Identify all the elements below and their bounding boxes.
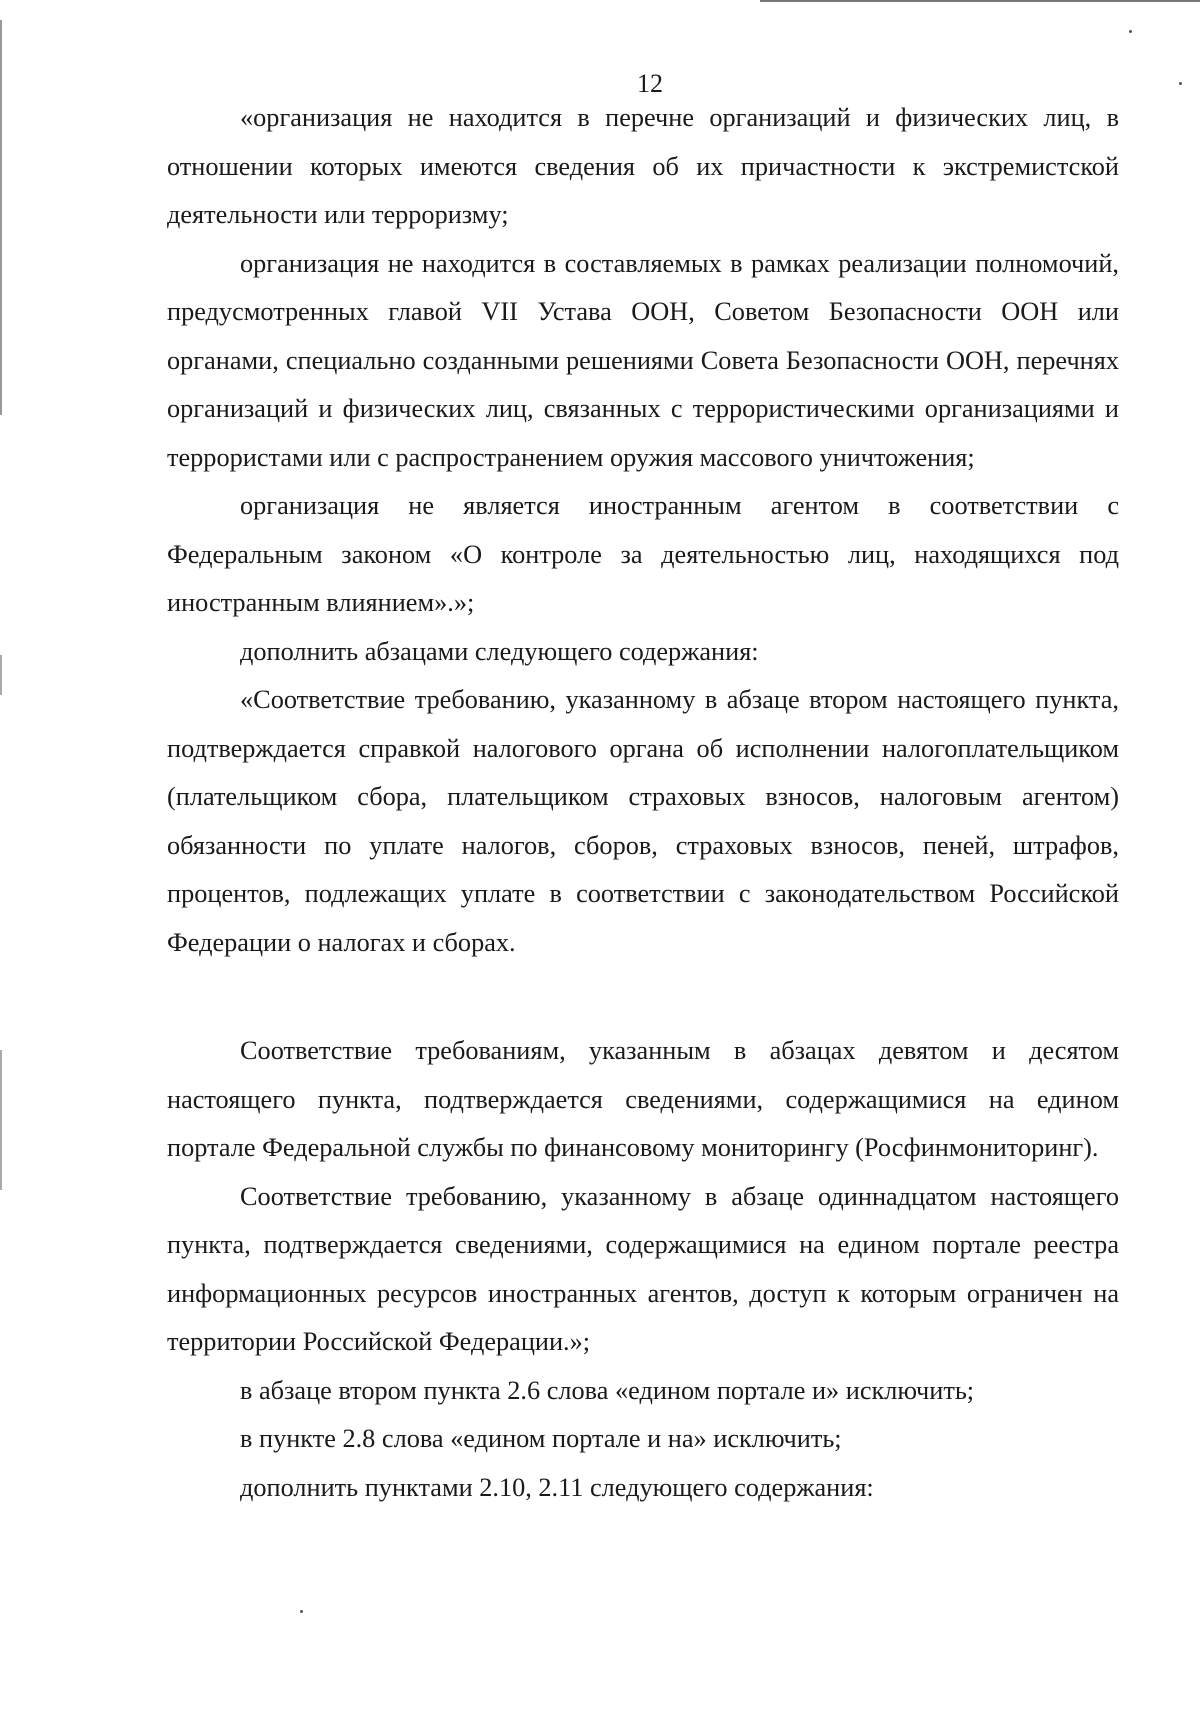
paragraph-5: «Соответствие требованию, указанному в абзаце втором настоящего пункта, подтверждается справкой налогового органа об исполнении налогоплательщиком (плательщиком сбора, плательщиком страховых взносов, налоговым агентом) обязанности по уплате налогов, сборов, страховых взносов, пеней, штрафов, процентов, подлежащих уплате в соответствии с законодательством Российской Федерации о налогах и сборах. — [167, 685, 1119, 957]
scan-mark — [0, 655, 2, 695]
paragraph-4: дополнить абзацами следующего содержания: — [240, 636, 759, 666]
paragraph-9: в пункте 2.8 слова «едином портале и на» исключить; — [240, 1424, 842, 1453]
paragraph-10: дополнить пунктами 2.10, 2.11 следующего содержания: — [240, 1472, 874, 1502]
scan-mark — [0, 1050, 2, 1190]
paragraph-8: в абзаце втором пункта 2.6 слова «едином портале и» исключить; — [240, 1375, 975, 1405]
paragraph-1: «организация не находится в перечне организаций и физических лиц, в отношении которых имеются сведения об их причастности к экстремистской деятельности или терроризму; — [167, 103, 1119, 229]
paragraph-2: организация не находится в составляемых в рамках реализации полномочий, предусмотренных главой VII Устава ООН, Советом Безопасности ООН или органами, специально созданными решениями Совета Безопасности ООН, перечнях организаций и физических лиц, связанных с террористическими организациями и террористами или с распространением оружия массового уничтожения; — [167, 248, 1119, 472]
scan-speck — [300, 1610, 303, 1613]
paragraph-6: Соответствие требованиям, указанным в абзацах девятом и десятом настоящего пункта, подтверждается сведениями, содержащимися на едином портале Федеральной службы по финансовому мониторингу (Росфинмониторинг). — [167, 1036, 1119, 1162]
page-number: 12 — [637, 69, 663, 98]
paragraph-3: организация не является иностранным агентом в соответствии с Федеральным законом «О контроле за деятельностью лиц, находящихся под иностранным влиянием».»; — [167, 491, 1119, 617]
scan-speck — [1129, 30, 1132, 33]
body-text-bottom — [167, 1027, 1119, 1512]
scan-edge-top — [760, 0, 1200, 2]
paragraph-7: Соответствие требованию, указанному в абзаце одиннадцатом настоящего пункта, подтверждается сведениями, содержащимися на едином портале реестра информационных ресурсов иностранных агентов, доступ к которым ограничен на территории Российской Федерации.»; — [167, 1181, 1119, 1356]
body-text-top — [167, 94, 1119, 967]
